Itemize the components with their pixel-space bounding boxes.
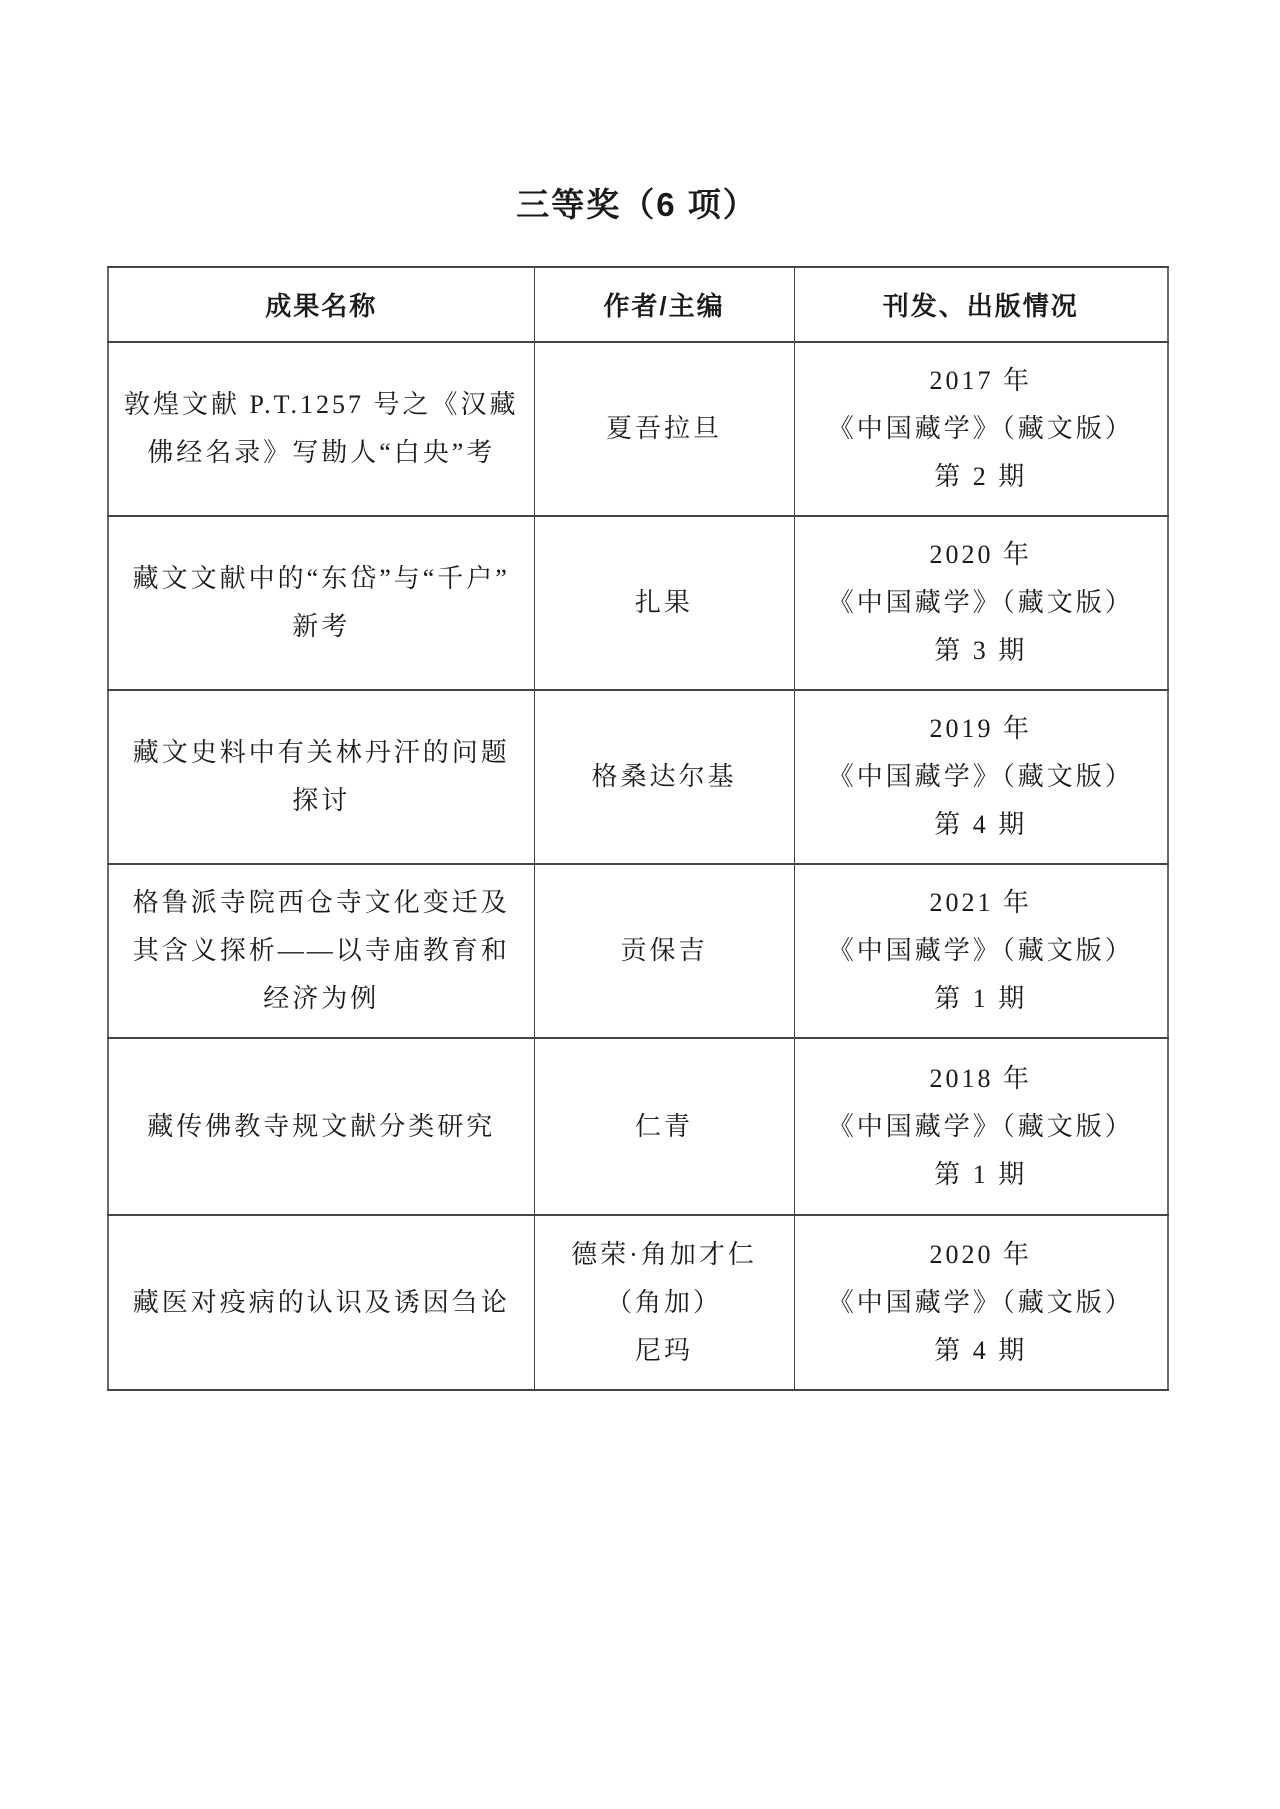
achievement-cell: [108, 516, 534, 690]
table-header: [108, 267, 1168, 342]
table-row: [108, 1215, 1168, 1390]
achievement-cell: [108, 690, 534, 864]
cell-line: 2021 年: [929, 888, 1032, 917]
cell-line: 探讨: [292, 786, 351, 815]
author-cell: [534, 1215, 794, 1390]
publication-cell: [794, 690, 1168, 864]
cell-line: （角加）: [605, 1287, 722, 1317]
cell-line: 格桑达尔基: [591, 762, 737, 791]
page-title: 三等奖（6 项）: [516, 186, 758, 223]
cell-line: 第 4 期: [934, 810, 1028, 839]
cell-line: 佛经名录》写勘人“白央”考: [147, 438, 496, 467]
table-row: [108, 864, 1168, 1038]
award-table-body: [108, 342, 1168, 1390]
author-cell: [534, 1038, 794, 1215]
publication-cell: [794, 516, 1168, 690]
cell-line: 2018 年: [929, 1063, 1032, 1093]
publication-cell: [794, 342, 1168, 516]
cell-line: 扎果: [634, 588, 693, 617]
header-row: [108, 267, 1168, 342]
cell-line: 2019 年: [929, 714, 1032, 743]
cell-line: 第 4 期: [934, 1335, 1028, 1365]
author-cell: [534, 864, 794, 1038]
author-cell: [534, 342, 794, 516]
table-row: [108, 516, 1168, 690]
cell-line: 藏传佛教寺规文献分类研究: [147, 1111, 496, 1141]
cell-line: 藏医对疫病的认识及诱因刍论: [132, 1287, 510, 1317]
cell-line: 2020 年: [929, 1239, 1032, 1269]
header-author-editor: 作者/主编: [534, 267, 794, 342]
cell-line: 新考: [292, 612, 351, 641]
cell-line: 经济为例: [263, 984, 380, 1013]
cell-line: 《中国藏学》（藏文版）: [827, 1287, 1134, 1317]
table-row: [108, 1038, 1168, 1215]
cell-line: 第 1 期: [934, 1159, 1028, 1189]
cell-line: 尼玛: [634, 1335, 693, 1365]
cell-line: 藏文史料中有关林丹汗的问题: [132, 738, 510, 767]
awards-table: [107, 266, 1169, 1391]
cell-line: 第 2 期: [934, 462, 1028, 491]
header-achievement-name: 成果名称: [108, 267, 534, 342]
achievement-cell: [108, 1215, 534, 1390]
table-row: [108, 690, 1168, 864]
cell-line: 藏文文献中的“东岱”与“千户”: [132, 564, 510, 593]
cell-line: 第 1 期: [934, 984, 1028, 1013]
cell-line: 第 3 期: [934, 636, 1028, 665]
cell-line: 其含义探析——以寺庙教育和: [132, 936, 510, 965]
cell-line: 贡保吉: [620, 936, 708, 965]
cell-line: 2020 年: [929, 540, 1032, 569]
cell-line: 仁青: [634, 1111, 693, 1141]
cell-line: 《中国藏学》（藏文版）: [827, 762, 1134, 791]
achievement-cell: [108, 342, 534, 516]
header-publication-status: 刊发、出版情况: [794, 267, 1168, 342]
cell-line: 《中国藏学》（藏文版）: [827, 936, 1134, 965]
table-row: [108, 342, 1168, 516]
cell-line: 《中国藏学》（藏文版）: [827, 1111, 1134, 1141]
publication-cell: [794, 864, 1168, 1038]
achievement-cell: [108, 1038, 534, 1215]
cell-line: 格鲁派寺院西仓寺文化变迁及: [132, 888, 510, 917]
cell-line: 敦煌文献 P.T.1257 号之《汉藏: [123, 390, 519, 419]
cell-line: 《中国藏学》（藏文版）: [827, 588, 1134, 617]
cell-line: 2017 年: [929, 366, 1032, 395]
cell-line: 《中国藏学》（藏文版）: [827, 414, 1134, 443]
publication-cell: [794, 1215, 1168, 1390]
author-cell: [534, 690, 794, 864]
cell-line: 夏吾拉旦: [605, 414, 722, 443]
author-cell: [534, 516, 794, 690]
publication-cell: [794, 1038, 1168, 1215]
achievement-cell: [108, 864, 534, 1038]
cell-line: 德荣·角加才仁: [571, 1239, 757, 1269]
